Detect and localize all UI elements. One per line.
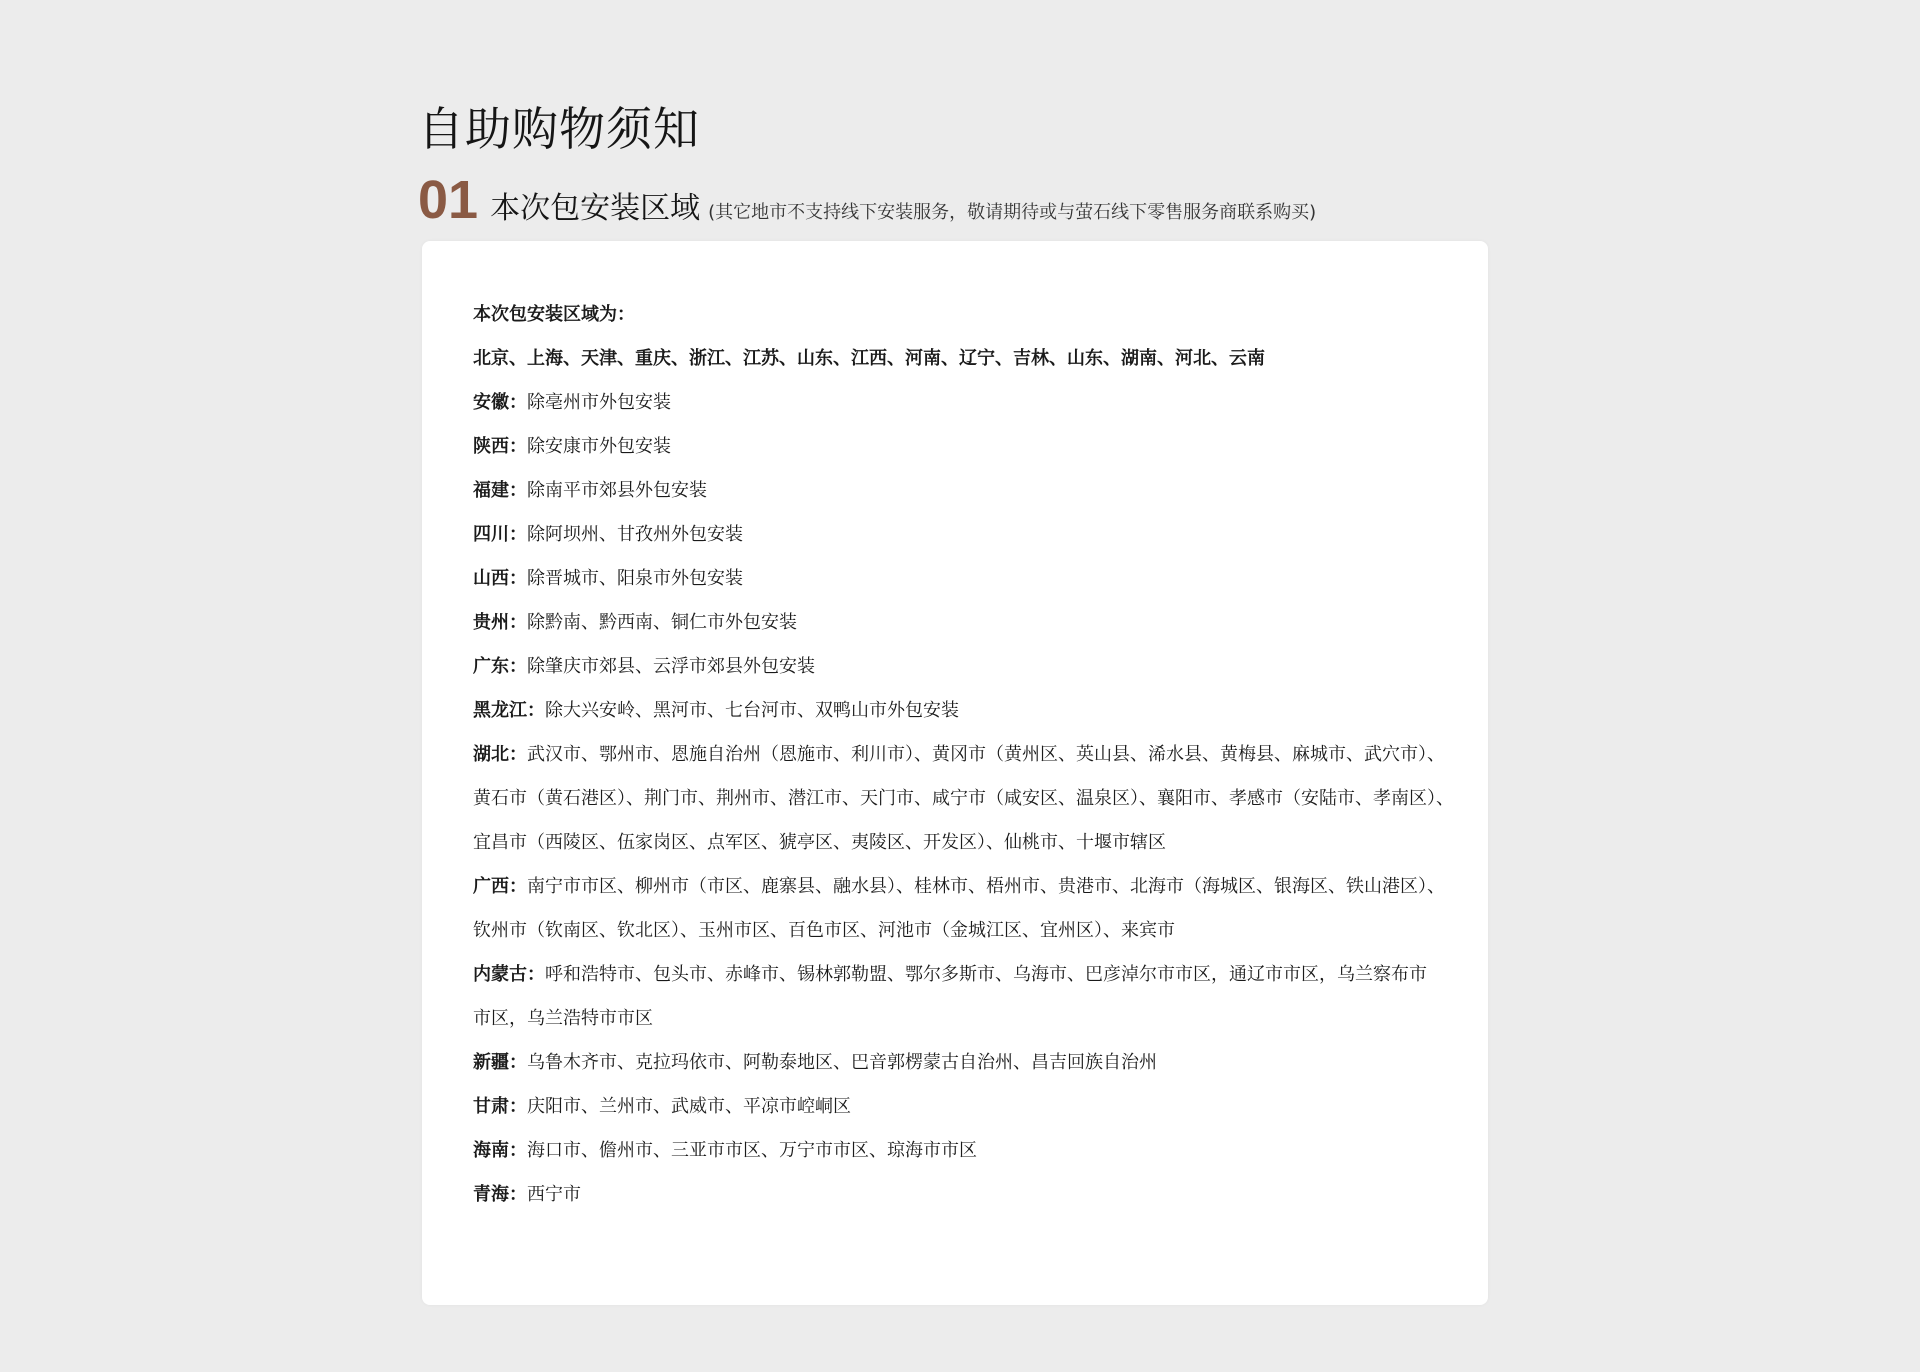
region-row xyxy=(473,909,1473,953)
region-row xyxy=(473,601,1473,645)
region-row xyxy=(473,953,1473,997)
region-detail: 西宁市 xyxy=(527,1184,581,1205)
region-label: 四川： xyxy=(473,524,527,545)
region-label: 陕西： xyxy=(473,436,527,457)
intro-text: 本次包安装区域为： xyxy=(473,304,635,325)
region-detail: 呼和浩特市、包头市、赤峰市、锡林郭勒盟、鄂尔多斯市、乌海市、巴彦淖尔市市区，通辽市市区，乌兰察布市 xyxy=(545,964,1427,985)
region-detail: 除亳州市外包安装 xyxy=(527,392,671,413)
region-row xyxy=(473,557,1473,601)
region-detail: 除大兴安岭、黑河市、七台河市、双鸭山市外包安装 xyxy=(545,700,959,721)
section-title: 本次包安装区域 xyxy=(490,191,701,226)
region-card xyxy=(422,241,1488,1305)
region-row xyxy=(473,821,1473,865)
region-detail: 钦州市（钦南区、钦北区）、玉州市区、百色市区、河池市（金城江区、宜州区）、来宾市 xyxy=(473,920,1175,941)
region-row xyxy=(473,381,1473,425)
region-label: 新疆： xyxy=(473,1052,527,1073)
region-label: 甘肃： xyxy=(473,1096,527,1117)
region-label: 湖北： xyxy=(473,744,527,765)
region-row xyxy=(473,645,1473,689)
region-row xyxy=(473,1085,1473,1129)
region-row xyxy=(473,469,1473,513)
section-note: (其它地市不支持线下安装服务，敬请期待或与萤石线下零售服务商联系购买) xyxy=(708,202,1317,223)
region-detail: 乌鲁木齐市、克拉玛依市、阿勒泰地区、巴音郭楞蒙古自治州、昌吉回族自治州 xyxy=(527,1052,1157,1073)
region-detail: 南宁市市区、柳州市（市区、鹿寨县、融水县）、桂林市、梧州市、贵港市、北海市（海城区、银海区、铁山港区）、 xyxy=(527,876,1445,897)
region-row xyxy=(473,733,1473,777)
region-detail: 除南平市郊县外包安装 xyxy=(527,480,707,501)
full-regions-text: 北京、上海、天津、重庆、浙江、江苏、山东、江西、河南、辽宁、吉林、山东、湖南、河北、云南 xyxy=(473,348,1265,369)
region-row xyxy=(473,513,1473,557)
region-row xyxy=(473,777,1473,821)
section-number: 01 xyxy=(418,170,479,230)
region-detail: 武汉市、鄂州市、恩施自治州（恩施市、利川市）、黄冈市（黄州区、英山县、浠水县、黄梅县、麻城市、武穴市）、 xyxy=(527,744,1445,765)
region-row xyxy=(473,997,1473,1041)
region-label: 黑龙江： xyxy=(473,700,545,721)
page-title: 自助购物须知 xyxy=(418,102,700,156)
region-label: 广东： xyxy=(473,656,527,677)
region-label: 内蒙古： xyxy=(473,964,545,985)
region-detail: 宜昌市（西陵区、伍家岗区、点军区、猇亭区、夷陵区、开发区）、仙桃市、十堰市辖区 xyxy=(473,832,1166,853)
region-detail: 庆阳市、兰州市、武威市、平凉市崆峒区 xyxy=(527,1096,851,1117)
region-label: 海南： xyxy=(473,1140,527,1161)
region-detail: 除黔南、黔西南、铜仁市外包安装 xyxy=(527,612,797,633)
region-label: 福建： xyxy=(473,480,527,501)
region-label: 山西： xyxy=(473,568,527,589)
region-detail: 黄石市（黄石港区）、荆门市、荆州市、潜江市、天门市、咸宁市（咸安区、温泉区）、襄阳市、孝感市（安陆市、孝南区）、 xyxy=(473,788,1454,809)
region-list xyxy=(473,293,1473,1217)
region-label: 贵州： xyxy=(473,612,527,633)
region-label: 青海： xyxy=(473,1184,527,1205)
region-row xyxy=(473,425,1473,469)
region-detail: 海口市、儋州市、三亚市市区、万宁市市区、琼海市市区 xyxy=(527,1140,977,1161)
region-row xyxy=(473,1041,1473,1085)
region-row xyxy=(473,689,1473,733)
region-row xyxy=(473,865,1473,909)
region-detail: 除肇庆市郊县、云浮市郊县外包安装 xyxy=(527,656,815,677)
region-label: 安徽： xyxy=(473,392,527,413)
region-detail: 除阿坝州、甘孜州外包安装 xyxy=(527,524,743,545)
section-header xyxy=(418,170,1316,230)
region-rows xyxy=(473,381,1473,1217)
region-row xyxy=(473,1173,1473,1217)
region-row xyxy=(473,1129,1473,1173)
region-label: 广西： xyxy=(473,876,527,897)
region-detail: 除晋城市、阳泉市外包安装 xyxy=(527,568,743,589)
region-detail: 除安康市外包安装 xyxy=(527,436,671,457)
region-detail: 市区，乌兰浩特市市区 xyxy=(473,1008,653,1029)
